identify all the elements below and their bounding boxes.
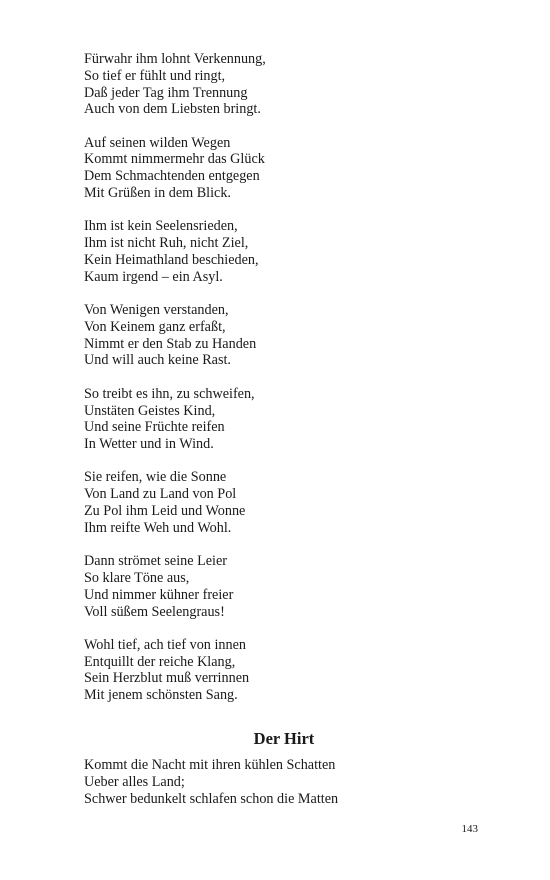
verse-line: Kommt nimmermehr das Glück (84, 151, 265, 168)
stanza (84, 51, 484, 118)
verse-line: Mit jenem schönsten Sang. (84, 687, 238, 704)
stanza (84, 386, 484, 453)
verse-line: Kein Heimathland beschieden, (84, 251, 259, 268)
page-number: 143 (461, 823, 478, 835)
verse-line: Entquillt der reiche Klang, (84, 653, 236, 670)
verse-line: Voll süßem Seelengraus! (84, 603, 225, 620)
next-poem-body (84, 757, 484, 807)
verse-line: Unstäten Geistes Kind, (84, 402, 216, 419)
verse-line: Ihm ist nicht Ruh, nicht Ziel, (84, 235, 249, 252)
verse-line: Zu Pol ihm Leid und Wonne (84, 503, 246, 520)
verse-line: Auch von dem Liebsten bringt. (84, 101, 261, 118)
verse-line: Daß jeder Tag ihm Trennung (84, 84, 248, 101)
verse-line: So treibt es ihn, zu schweifen, (84, 385, 255, 402)
verse-line: Sie reifen, wie die Sonne (84, 469, 227, 486)
stanza (84, 553, 484, 620)
verse-line: Mit Grüßen in dem Blick. (84, 185, 231, 202)
stanza (84, 469, 484, 536)
verse-line: Von Land zu Land von Pol (84, 486, 237, 503)
stanza (84, 302, 484, 369)
verse-line: Von Wenigen verstanden, (84, 302, 229, 319)
stanza (84, 218, 484, 285)
poem-body (84, 51, 484, 721)
verse-line: Schwer bedunkelt schlafen schon die Matten (84, 790, 339, 807)
verse-line: In Wetter und in Wind. (84, 436, 214, 453)
verse-line: Nimmt er den Stab zu Handen (84, 335, 257, 352)
verse-line: Dem Schmachtenden entgegen (84, 168, 260, 185)
verse-line: Von Keinem ganz erfaßt, (84, 318, 226, 335)
stanza (84, 637, 484, 704)
poem-title: Der Hirt (253, 729, 315, 748)
verse-line: Ueber alles Land; (84, 773, 185, 790)
verse-line: Ihm ist kein Seelensrieden, (84, 218, 238, 235)
verse-line: Dann strömet seine Leier (84, 553, 228, 570)
stanza (84, 135, 484, 202)
verse-line: Auf seinen wilden Wegen (84, 134, 231, 151)
verse-line: Wohl tief, ach tief von innen (84, 636, 246, 653)
verse-line: Sein Herzblut muß verrinnen (84, 670, 250, 687)
verse-line: Und seine Früchte reifen (84, 419, 225, 436)
verse-line: So klare Töne aus, (84, 569, 190, 586)
verse-line: Und nimmer kühner freier (84, 586, 234, 603)
verse-line: Und will auch keine Rast. (84, 352, 231, 369)
verse-line: Kaum irgend – ein Asyl. (84, 268, 223, 285)
verse-line: Fürwahr ihm lohnt Verkennung, (84, 51, 266, 67)
verse-line: So tief er fühlt und ringt, (84, 67, 226, 84)
verse-line: Kommt die Nacht mit ihren kühlen Schatten (84, 757, 336, 773)
verse-line: Ihm reifte Weh und Wohl. (84, 519, 232, 536)
